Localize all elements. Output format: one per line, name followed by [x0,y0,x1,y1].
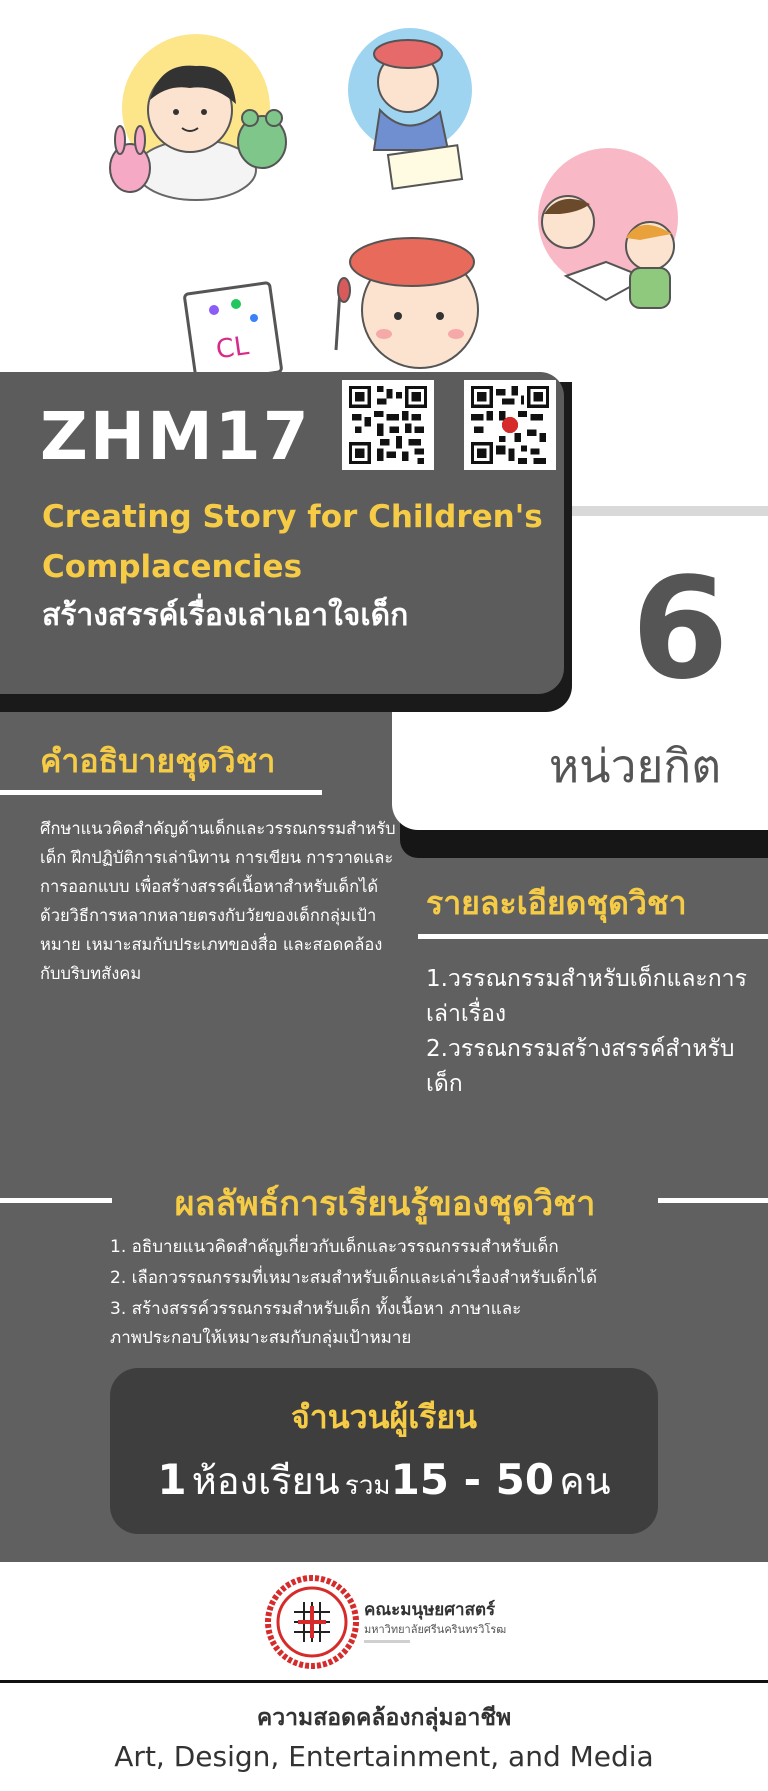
career-group-value: Art, Design, Entertainment, and Media [114,1740,654,1773]
footer-rule [0,1680,768,1683]
list-item: 2. เลือกวรรณกรรมที่เหมาะสมสำหรับเด็กและเล่าเรื่องสำหรับเด็กได้ [110,1268,598,1288]
easel-text: CL [214,331,251,366]
outcomes-list [110,1232,750,1325]
description-text: ศึกษาแนวคิดสำคัญด้านเด็กและวรรณกรรมสำหรับเด็ก ฝึกปฏิบัติการเล่านิทาน การเขียน การวาดและการออกแบบ เพื่อสร้างสรรค์เนื้อหาสำหรับเด็กได้ด้วยวิธีการหลากหลายตรงกับวัยของเด็กกลุ่มเป้าหมาย เหมาะสมกับประเภทของสื่อ และสอดคล้องกับบริบทสังคม [40,819,396,983]
outcomes-rule-left [0,1198,112,1203]
credit-unit: หน่วยกิต [548,739,722,793]
course-title-th: สร้างสรรค์เรื่องเล่าเอาใจเด็ก [42,598,409,633]
faculty-name: คณะมนุษยศาสตร์ [364,1600,496,1620]
easel [184,282,282,372]
learner-range: 15 - 50 [390,1455,555,1504]
credit-rule [572,506,768,516]
outcomes-rule-right [658,1198,768,1203]
learner-unit: คน [559,1459,611,1503]
list-item: 1.วรรณกรรมสำหรับเด็กและการเล่าเรื่อง [426,966,747,1027]
outcome-item-3-continued: ภาพประกอบให้เหมาะสมกับกลุ่มเป้าหมาย [110,1328,412,1348]
details-list [426,962,756,1102]
list-item: 2.วรรณกรรมสร้างสรรค์สำหรับเด็ก [426,1036,735,1097]
details-rule [418,934,768,939]
qr-code-icon[interactable] [464,380,556,470]
children-illustration [0,0,768,372]
description-rule [0,790,322,795]
learners-heading: จำนวนผู้เรียน [291,1398,477,1436]
faculty-underline [364,1640,410,1643]
description-heading: คำอธิบายชุดวิชา [40,742,276,780]
learners-box [110,1368,658,1534]
rooms-number: 1 [157,1455,187,1504]
university-name: มหาวิทยาลัยศรีนครินทรวิโรฒ [364,1623,507,1636]
qr-code-icon[interactable] [342,380,434,470]
total-label: รวม [344,1471,391,1501]
learners-count [110,1450,658,1511]
list-item: 1. อธิบายแนวคิดสำคัญเกี่ยวกับเด็กและวรรณกรรมสำหรับเด็ก [110,1237,559,1257]
course-code: ZHM17 [40,398,311,475]
faculty-seal-icon [264,1574,360,1670]
frog-puppet [238,110,286,168]
career-group-label: ความสอดคล้องกลุ่มอาชีพ [256,1705,512,1731]
credit-number: 6 [631,548,729,711]
details-heading: รายละเอียดชุดวิชา [426,884,687,922]
outcomes-heading: ผลลัพธ์การเรียนรู้ของชุดวิชา [174,1184,596,1224]
list-item: 3. สร้างสรรค์วรรณกรรมสำหรับเด็ก ทั้งเนื้อหา ภาษาและ [110,1299,522,1319]
hero-illustration [0,0,768,372]
course-title-en: Creating Story for Children's Complacencies [42,499,543,585]
rooms-label: ห้องเรียน [191,1459,340,1503]
